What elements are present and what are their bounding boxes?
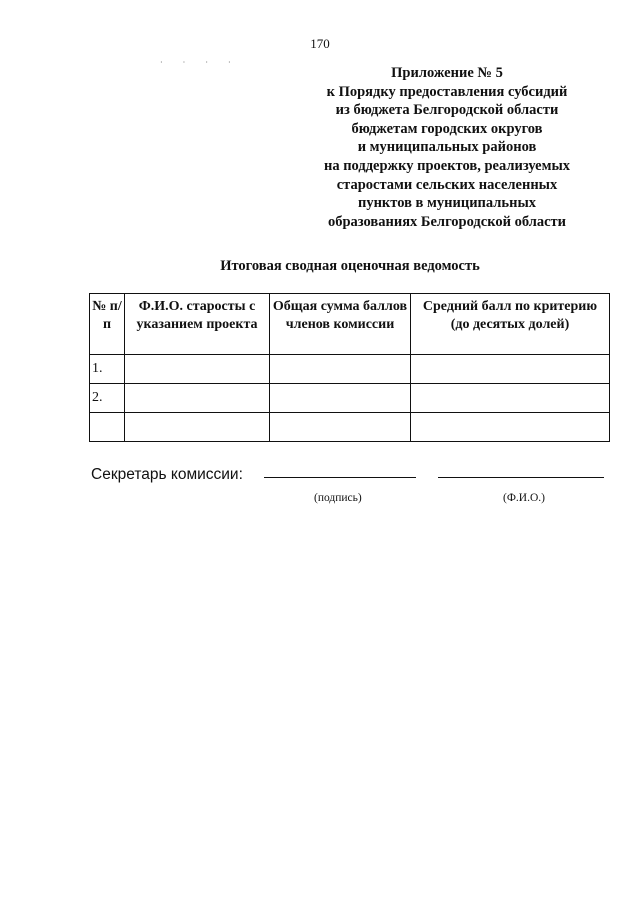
table-cell[interactable] <box>125 384 270 413</box>
name-line[interactable] <box>438 477 604 478</box>
table-cell[interactable] <box>270 355 411 384</box>
table-cell[interactable] <box>90 413 125 442</box>
table-cell[interactable] <box>411 355 610 384</box>
appendix-line: к Порядку предоставления субсидий <box>326 83 568 100</box>
table-row <box>90 384 610 413</box>
table-row <box>90 413 610 442</box>
header-elder-name: Ф.И.О. старосты с указанием проекта <box>125 294 270 355</box>
table-cell[interactable] <box>125 413 270 442</box>
appendix-line: Приложение № 5 <box>391 65 503 81</box>
appendix-line: бюджетам городских округов <box>351 120 543 137</box>
table-cell[interactable] <box>125 355 270 384</box>
scan-specks: · · · · <box>160 58 240 67</box>
appendix-line: из бюджета Белгородской области <box>335 102 559 119</box>
header-average-score: Средний балл по критерию (до десятых долей) <box>411 294 610 355</box>
appendix-line: на поддержку проектов, реализуемых <box>323 157 571 174</box>
page-number: 170 <box>310 36 330 51</box>
appendix-line: пунктов в муниципальных <box>357 195 537 212</box>
appendix-header <box>292 64 602 231</box>
table-cell[interactable] <box>270 413 411 442</box>
signature-caption: (подпись) <box>314 492 362 504</box>
table-cell[interactable]: 1. <box>90 355 125 384</box>
signature-label: Секретарь комиссии: <box>91 466 243 483</box>
table-cell[interactable] <box>411 384 610 413</box>
appendix-line: и муниципальных районов <box>357 139 537 156</box>
appendix-line: образованиях Белгородской области <box>327 213 567 230</box>
table-cell[interactable] <box>411 413 610 442</box>
document-title: Итоговая сводная оценочная ведомость <box>220 258 480 274</box>
signature-line[interactable] <box>264 477 416 478</box>
table-cell[interactable] <box>270 384 411 413</box>
table-row <box>90 355 610 384</box>
table-header-row <box>90 294 610 355</box>
header-number: № п/п <box>90 294 125 355</box>
appendix-line: старостами сельских населенных <box>336 176 558 193</box>
summary-table <box>89 293 610 442</box>
name-caption: (Ф.И.О.) <box>503 492 545 504</box>
table-cell[interactable]: 2. <box>90 384 125 413</box>
header-total-score: Общая сумма баллов членов комиссии <box>270 294 411 355</box>
